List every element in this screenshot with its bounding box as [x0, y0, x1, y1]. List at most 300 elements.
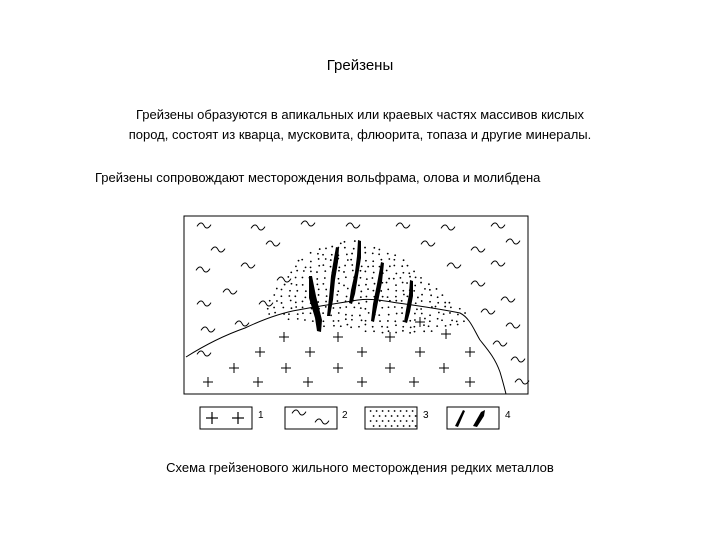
greisen-dot — [339, 307, 341, 309]
greisen-dot — [295, 301, 297, 303]
greisen-dot — [457, 314, 459, 316]
greisen-dot — [409, 332, 411, 334]
greisen-dot — [304, 319, 306, 321]
greisen-dot — [290, 300, 292, 302]
legend-dot — [385, 415, 387, 417]
legend-dot — [376, 420, 378, 422]
greisen-dot — [336, 294, 338, 296]
greisen-dot — [351, 315, 353, 317]
legend-dot — [373, 425, 375, 427]
greisen-dot — [421, 300, 423, 302]
svg-text:4: 4 — [505, 410, 511, 421]
greisen-dot — [364, 252, 366, 254]
greisen-dot — [380, 290, 382, 292]
greisen-dot — [415, 302, 417, 304]
greisen-dot — [395, 324, 397, 326]
tilde-mark — [259, 301, 273, 306]
greisen-dot — [324, 270, 326, 272]
greisen-dot — [360, 291, 362, 293]
deposits-paragraph: Грейзены сопровождают месторождения вольфрама, олова и молибдена — [95, 170, 541, 185]
greisen-dot — [408, 272, 410, 274]
legend-dot — [415, 425, 417, 427]
greisen-dot — [403, 294, 405, 296]
greisen-dot — [346, 324, 348, 326]
greisen-dot — [414, 319, 416, 321]
greisen-dot — [406, 296, 408, 298]
greisen-dot — [373, 330, 375, 332]
legend-dot — [400, 410, 402, 412]
greisen-dot — [379, 320, 381, 322]
greisen-dot — [302, 306, 304, 308]
greisen-dot — [353, 306, 355, 308]
greisen-dot — [310, 271, 312, 273]
greisen-dot — [360, 277, 362, 279]
greisen-dot — [360, 307, 362, 309]
greisen-dot — [358, 326, 360, 328]
greisen-dot — [428, 283, 430, 285]
greisen-dot — [372, 326, 374, 328]
legend-dot — [397, 415, 399, 417]
plus-mark — [357, 347, 367, 357]
greisen-dot — [388, 314, 390, 316]
greisen-dot — [367, 266, 369, 268]
greisen-dot — [338, 278, 340, 280]
greisen-dot — [381, 326, 383, 328]
greisen-dot — [351, 264, 353, 266]
greisen-zone — [262, 240, 470, 334]
greisen-dot — [291, 307, 293, 309]
greisen-dot — [340, 243, 342, 245]
host-rock-tildes — [196, 221, 529, 384]
legend-dot — [412, 410, 414, 412]
greisen-dot — [281, 302, 283, 304]
legend-dot — [382, 410, 384, 412]
greisen-dot — [338, 270, 340, 272]
svg-text:1: 1 — [258, 410, 264, 421]
greisen-dot — [401, 265, 403, 267]
plus-mark — [253, 377, 263, 387]
legend-item-2 — [285, 407, 348, 429]
plus-mark — [333, 363, 343, 373]
greisen-dot — [435, 306, 437, 308]
greisen-dot — [387, 326, 389, 328]
greisen-dot — [358, 284, 360, 286]
tilde-mark — [223, 289, 237, 294]
greisen-dot — [324, 277, 326, 279]
greisen-dot — [366, 301, 368, 303]
greisen-dot — [310, 312, 312, 314]
greisen-dot — [388, 258, 390, 260]
legend-dot — [391, 415, 393, 417]
greisen-dot — [361, 265, 363, 267]
greisen-dot — [400, 277, 402, 279]
tilde-mark — [515, 379, 529, 384]
greisen-dot — [421, 294, 423, 296]
greisen-dot — [365, 324, 367, 326]
greisen-dot — [444, 302, 446, 304]
greisen-dot — [416, 308, 418, 310]
greisen-dot — [325, 301, 327, 303]
tilde-mark — [197, 301, 211, 306]
greisen-dot — [294, 295, 296, 297]
tilde-mark — [241, 263, 255, 268]
greisen-dot — [456, 320, 458, 322]
greisen-dot — [318, 258, 320, 260]
legend-dot — [394, 420, 396, 422]
greisen-dot — [267, 308, 269, 310]
greisen-dot — [273, 307, 275, 309]
greisen-dot — [344, 247, 346, 249]
greisen-dot — [394, 254, 396, 256]
greisen-dot — [420, 277, 422, 279]
legend-dot — [412, 420, 414, 422]
greisen-dot — [310, 261, 312, 263]
greisen-dot — [402, 326, 404, 328]
greisen-dot — [386, 270, 388, 272]
greisen-dot — [331, 254, 333, 256]
plus-mark — [305, 347, 315, 357]
legend-dot — [370, 420, 372, 422]
tilde-mark — [447, 263, 461, 268]
greisen-dot — [337, 300, 339, 302]
legend-dot — [406, 410, 408, 412]
greisen-dot — [365, 260, 367, 262]
greisen-dot — [312, 320, 314, 322]
greisen-dot — [325, 306, 327, 308]
tilde-mark — [277, 277, 291, 282]
greisen-dot — [409, 320, 411, 322]
greisen-dot — [387, 296, 389, 298]
tilde-mark — [441, 225, 455, 230]
greisen-dot — [389, 265, 391, 267]
plus-mark — [409, 377, 419, 387]
greisen-dot — [396, 313, 398, 315]
greisen-dot — [288, 295, 290, 297]
greisen-dot — [295, 277, 297, 279]
greisen-dot — [414, 285, 416, 287]
legend-dot — [370, 410, 372, 412]
greisen-dot — [431, 330, 433, 332]
greisen-dot — [382, 296, 384, 298]
greisen-dot — [358, 302, 360, 304]
greisen-dot — [318, 294, 320, 296]
greisen-dot — [387, 288, 389, 290]
greisen-dot — [406, 282, 408, 284]
greisen-dot — [429, 314, 431, 316]
plus-mark — [439, 363, 449, 373]
tilde-mark — [201, 327, 215, 332]
greisen-dot — [351, 253, 353, 255]
greisen-dot — [365, 320, 367, 322]
legend-dot — [409, 415, 411, 417]
tilde-mark — [197, 223, 211, 228]
tilde-mark — [493, 341, 507, 346]
greisen-dot — [303, 270, 305, 272]
legend-dot — [409, 425, 411, 427]
greisen-dot — [395, 296, 397, 298]
tilde-mark — [471, 281, 485, 286]
greisen-dot — [280, 295, 282, 297]
tilde-mark — [491, 223, 505, 228]
greisen-dot — [437, 302, 439, 304]
tilde-mark — [396, 223, 410, 228]
tilde-mark — [301, 221, 315, 226]
greisen-dot — [388, 278, 390, 280]
greisen-dot — [351, 319, 353, 321]
greisen-dot — [276, 288, 278, 290]
greisen-dot — [437, 318, 439, 320]
greisen-dot — [331, 246, 333, 248]
plus-mark — [465, 347, 475, 357]
greisen-dot — [353, 248, 355, 250]
greisen-dot — [305, 290, 307, 292]
greisen-dot — [338, 266, 340, 268]
greisen-dot — [401, 307, 403, 309]
greisen-dot — [310, 252, 312, 254]
legend — [200, 407, 511, 429]
greisen-dot — [344, 265, 346, 267]
greisen-dot — [388, 330, 390, 332]
plus-mark — [357, 377, 367, 387]
greisen-dot — [364, 247, 366, 249]
greisen-dot — [429, 301, 431, 303]
intro-line-1: Грейзены образуются в апикальных или краевых частях массивов кислых — [135, 107, 585, 122]
tilde-mark — [501, 297, 515, 302]
greisen-dot — [301, 259, 303, 261]
greisen-dot — [302, 277, 304, 279]
greisen-dot — [316, 271, 318, 273]
greisen-dot — [378, 249, 380, 251]
legend-dot — [391, 425, 393, 427]
greisen-dot — [415, 276, 417, 278]
greisen-dot — [420, 308, 422, 310]
greisen-dot — [429, 320, 431, 322]
greisen-dot — [365, 330, 367, 332]
greisen-dot — [423, 324, 425, 326]
greisen-dot — [323, 320, 325, 322]
greisen-dot — [269, 300, 271, 302]
greisen-dot — [413, 271, 415, 273]
greisen-dot — [317, 253, 319, 255]
greisen-dot — [394, 306, 396, 308]
greisen-dot — [372, 290, 374, 292]
greisen-dot — [340, 325, 342, 327]
greisen-dot — [366, 296, 368, 298]
greisen-dot — [366, 278, 368, 280]
greisen-dot — [297, 318, 299, 320]
greisen-dot — [402, 290, 404, 292]
greisen-dot — [268, 313, 270, 315]
greisen-dot — [325, 248, 327, 250]
greisen-dot — [333, 320, 335, 322]
tilde-mark — [421, 241, 435, 246]
greisen-dot — [402, 330, 404, 332]
legend-dot — [388, 410, 390, 412]
legend-dot — [379, 415, 381, 417]
intro-line-2: пород, состоят из кварца, мусковита, флюорита, топаза и другие минералы. — [128, 127, 592, 142]
legend-dot — [403, 415, 405, 417]
greisen-dot — [322, 283, 324, 285]
greisen-dot — [457, 324, 459, 326]
greisen-dot — [386, 282, 388, 284]
svg-text:3: 3 — [423, 410, 429, 421]
greisen-dot — [403, 320, 405, 322]
greisen-dot — [337, 290, 339, 292]
greisen-dot — [352, 270, 354, 272]
greisen-dot — [373, 272, 375, 274]
tilde-mark — [211, 247, 225, 252]
greisen-dot — [296, 290, 298, 292]
svg-text:2: 2 — [342, 410, 348, 421]
greisen-dot — [373, 247, 375, 249]
greisen-dot — [305, 266, 307, 268]
greisen-dot — [304, 296, 306, 298]
greisen-dot — [394, 320, 396, 322]
greisen-dot — [387, 320, 389, 322]
greisen-dot — [354, 240, 356, 242]
greisen-dot — [445, 325, 447, 327]
greisen-dot — [417, 297, 419, 299]
greisen-dot — [359, 315, 361, 317]
greisen-dot — [441, 319, 443, 321]
greisen-dot — [345, 306, 347, 308]
contact-line — [186, 299, 506, 394]
greisen-dot — [343, 271, 345, 273]
tilde-mark — [511, 357, 525, 362]
greisen-dot — [338, 282, 340, 284]
greisen-dot — [387, 253, 389, 255]
greisen-dot — [316, 283, 318, 285]
greisen-dot — [290, 271, 292, 273]
greisen-dot — [333, 307, 335, 309]
greisen-dot — [368, 312, 370, 314]
greisen-dot — [360, 296, 362, 298]
greisen-dot — [344, 241, 346, 243]
greisen-dot — [347, 288, 349, 290]
greisen-dot — [364, 308, 366, 310]
plus-mark — [465, 377, 475, 387]
greisen-dot — [463, 320, 465, 322]
greisen-dot — [413, 290, 415, 292]
greisen-dot — [444, 306, 446, 308]
greisen-dot — [295, 265, 297, 267]
plus-mark — [385, 363, 395, 373]
greisen-dot — [407, 265, 409, 267]
greisen-dot — [401, 312, 403, 314]
greisen-dot — [302, 284, 304, 286]
greisen-dot — [295, 306, 297, 308]
greisen-dot — [372, 253, 374, 255]
figure-caption: Схема грейзенового жильного месторождения редких металлов — [166, 460, 554, 475]
greisen-dot — [302, 301, 304, 303]
greisen-dot — [296, 284, 298, 286]
greisen-dot — [284, 284, 286, 286]
greisen-dot — [395, 332, 397, 334]
legend-dot — [400, 420, 402, 422]
tilde-mark — [506, 239, 520, 244]
greisen-dot — [450, 306, 452, 308]
greisen-dot — [310, 266, 312, 268]
greisen-dot — [372, 260, 374, 262]
greisen-dot — [319, 248, 321, 250]
legend-dot — [403, 425, 405, 427]
page-title: Грейзены — [326, 57, 394, 74]
greisen-dot — [382, 332, 384, 334]
greisen-dot — [459, 308, 461, 310]
greisen-dot — [298, 260, 300, 262]
greisen-dot — [430, 294, 432, 296]
greisen-dot — [330, 314, 332, 316]
greisen-dot — [378, 314, 380, 316]
greisen-dot — [413, 326, 415, 328]
tilde-mark — [196, 267, 210, 272]
plus-mark — [203, 377, 213, 387]
greisen-dot — [296, 270, 298, 272]
greisen-dot — [437, 296, 439, 298]
plus-mark — [385, 332, 395, 342]
greisen-dot — [346, 296, 348, 298]
greisen-dot — [330, 259, 332, 261]
greisen-dot — [393, 265, 395, 267]
plus-mark — [441, 329, 451, 339]
greisen-dot — [350, 326, 352, 328]
greisen-dot — [448, 302, 450, 304]
greisen-dot — [338, 320, 340, 322]
legend-dot — [373, 415, 375, 417]
greisen-dot — [438, 312, 440, 314]
greisen-dot — [450, 324, 452, 326]
greisen-dot — [428, 325, 430, 327]
greisen-dot — [323, 325, 325, 327]
greisen-dot — [318, 288, 320, 290]
greisen-dot — [421, 313, 423, 315]
legend-dot — [379, 425, 381, 427]
greisen-dot — [291, 283, 293, 285]
legend-dot — [382, 420, 384, 422]
greisen-dot — [395, 290, 397, 292]
legend-dot — [406, 420, 408, 422]
greisen-dot — [395, 273, 397, 275]
legend-item-3 — [365, 407, 429, 429]
plus-mark — [279, 332, 289, 342]
greisen-dot — [414, 331, 416, 333]
greisen-dot — [360, 270, 362, 272]
legend-dot — [385, 425, 387, 427]
greisen-dot — [345, 314, 347, 316]
greisen-dot — [346, 254, 348, 256]
plus-mark — [281, 363, 291, 373]
legend-dot — [394, 410, 396, 412]
legend-item-1 — [200, 407, 264, 429]
greisen-dot — [350, 259, 352, 261]
greisen-dot — [395, 284, 397, 286]
greisen-dot — [287, 276, 289, 278]
greisen-dot — [402, 282, 404, 284]
greisen-dot — [318, 265, 320, 267]
greisen-dot — [402, 272, 404, 274]
tilde-mark — [235, 321, 249, 326]
greisen-dot — [345, 276, 347, 278]
greisen-dot — [273, 294, 275, 296]
greisen-dot — [436, 288, 438, 290]
greisen-dot — [441, 294, 443, 296]
legend-dot — [397, 425, 399, 427]
greisen-dot — [316, 278, 318, 280]
greisen-dot — [345, 318, 347, 320]
greisen-dot — [420, 282, 422, 284]
greisen-dot — [424, 318, 426, 320]
greisen-dot — [378, 253, 380, 255]
